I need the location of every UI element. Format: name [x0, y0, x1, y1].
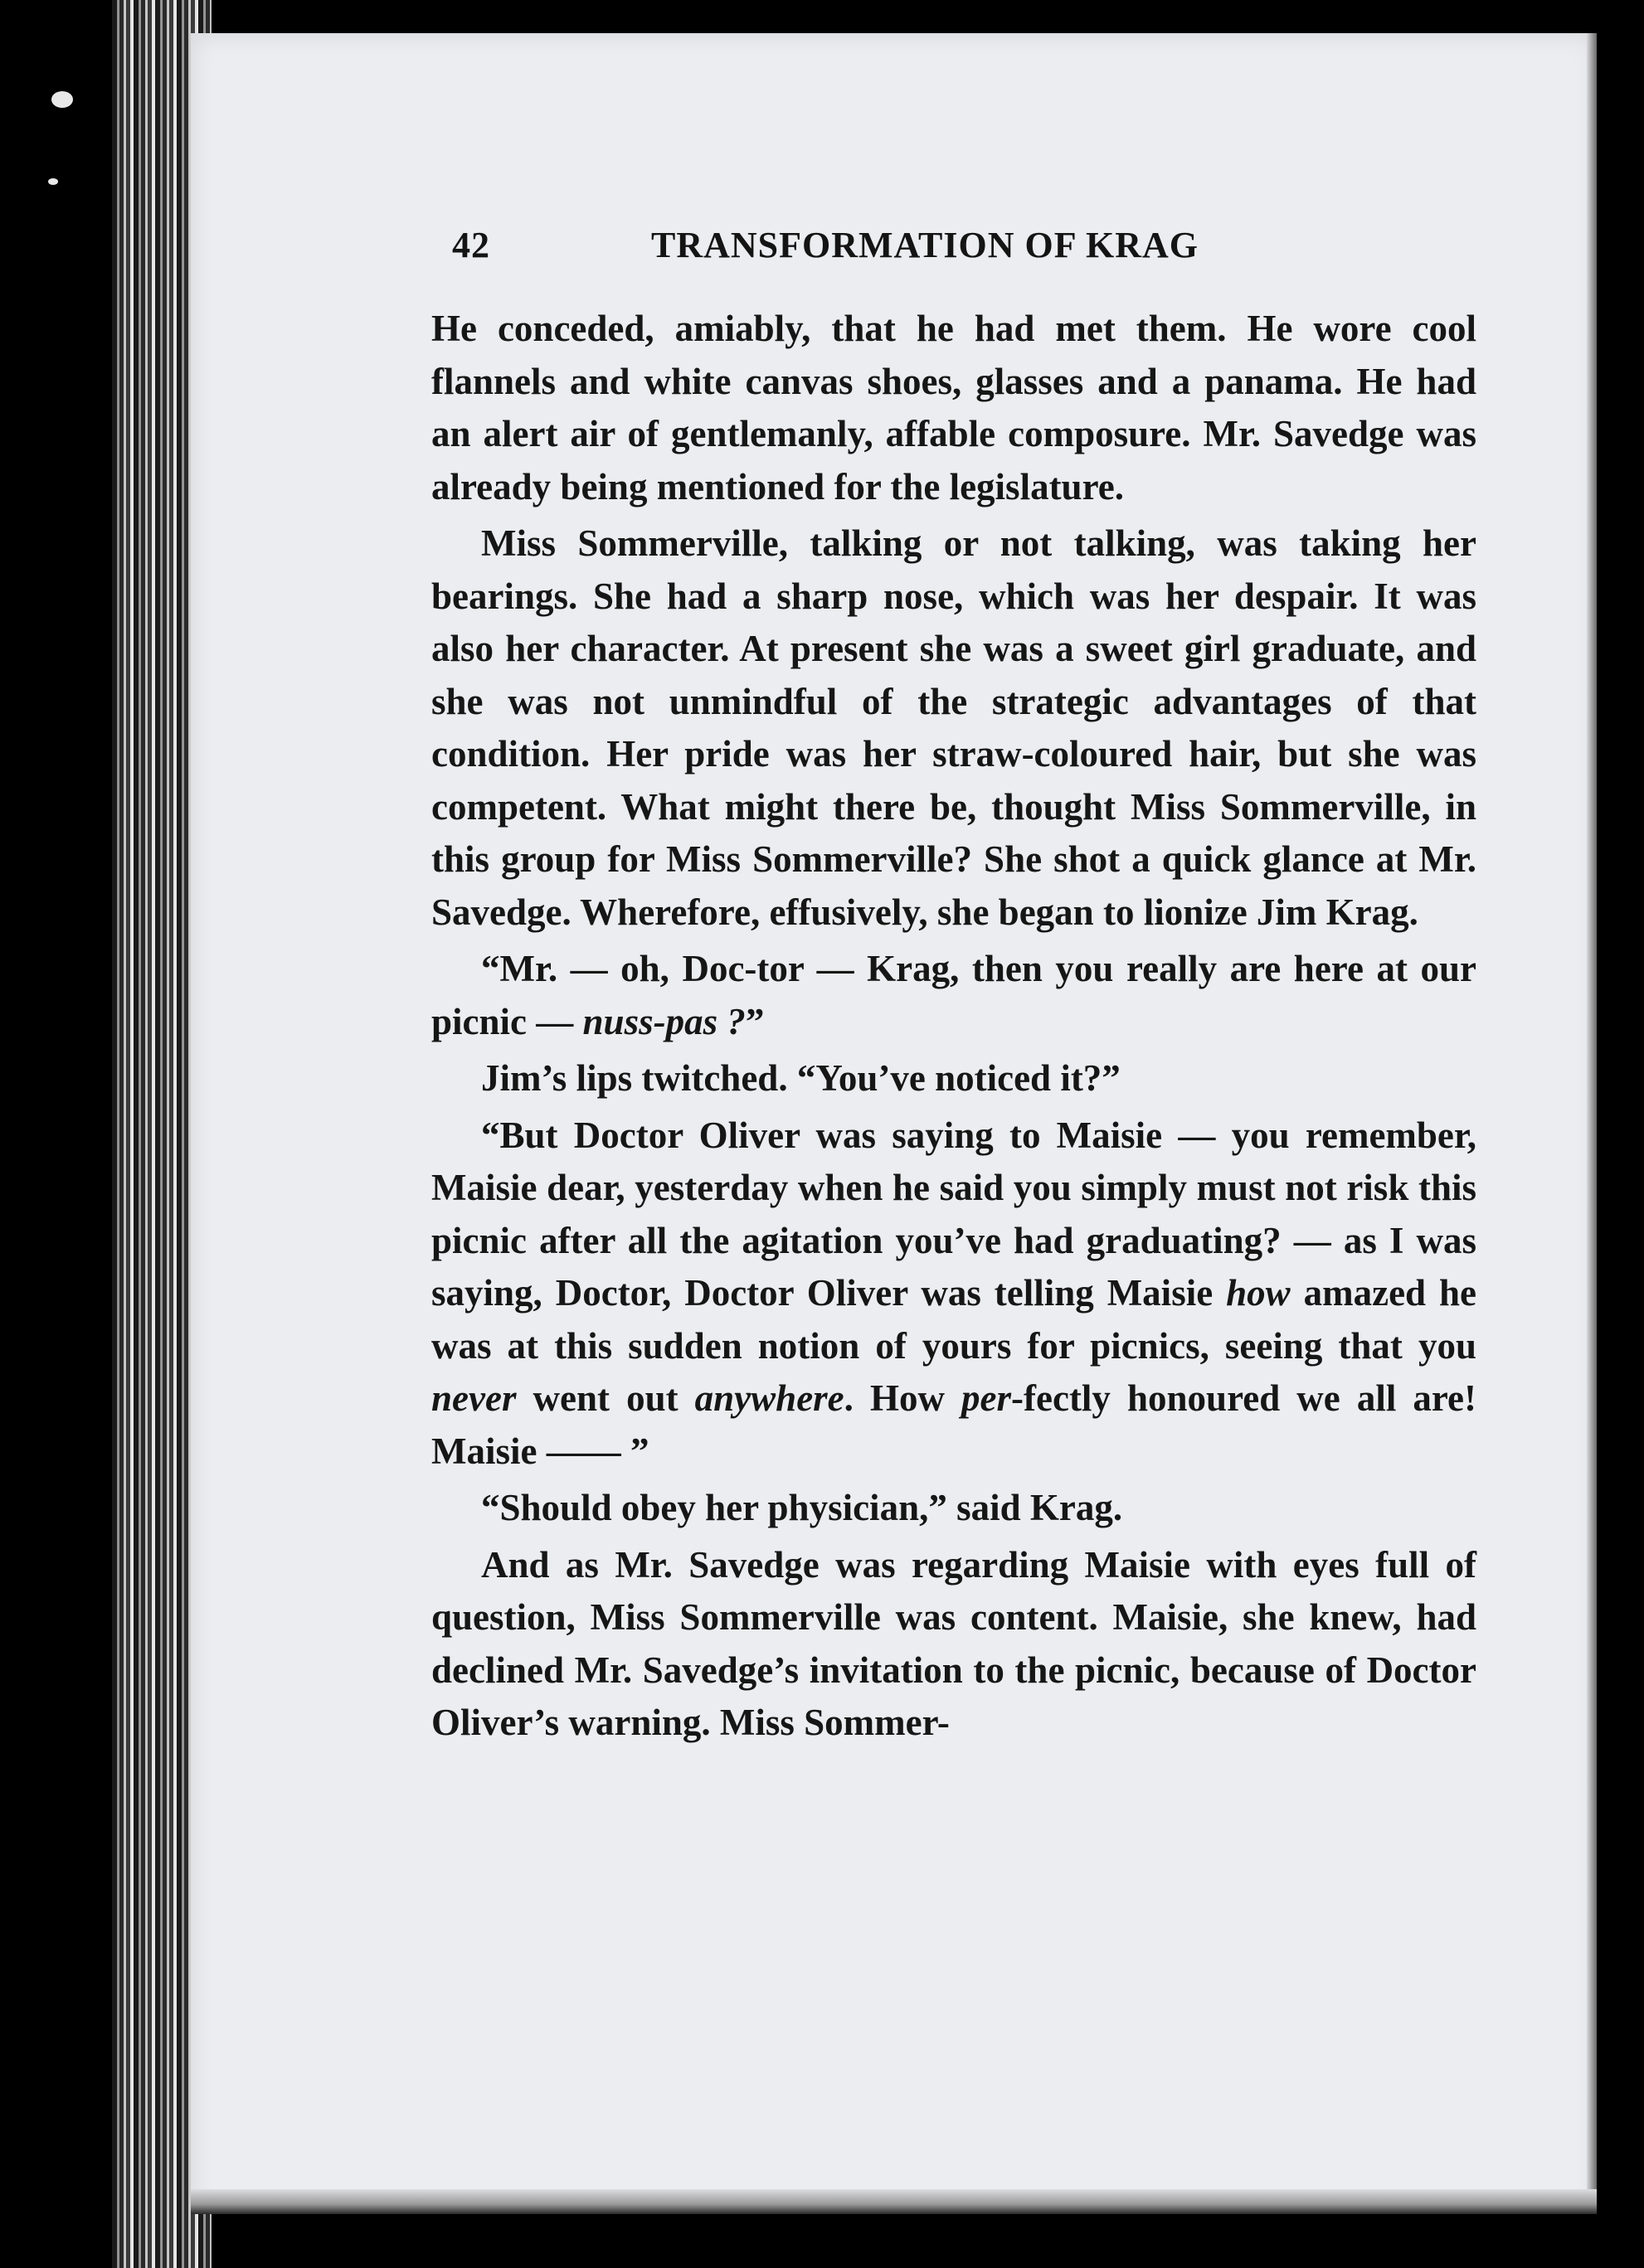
text-run: ” [745, 1000, 765, 1042]
text-run: “Should obey her physician,” said Krag. [481, 1487, 1123, 1528]
text-run: amazed he was at this sudden notion of yours for picnics, seeing that you [431, 1272, 1477, 1367]
dust-speck [51, 91, 73, 108]
text-run: went out [516, 1377, 695, 1419]
italic-text: anywhere [694, 1377, 844, 1419]
paragraph [431, 517, 1476, 939]
paragraph [431, 943, 1476, 1048]
text-run: And as Mr. Savedge was regarding Maisie with eyes full of question, Miss Sommerville was content. Maisie, she knew, had declined Mr. Savedge’s invitation to the picnic, because of Doctor Oliver’s warning. Miss Sommer- [431, 1543, 1476, 1743]
page-number: 42 [452, 225, 490, 265]
italic-text: how [1226, 1272, 1291, 1314]
paragraph [431, 1110, 1476, 1479]
text-run: . How [844, 1377, 962, 1419]
page-bottom-edge [191, 2189, 1597, 2214]
dust-speck [48, 178, 58, 185]
paragraph [431, 1482, 1476, 1535]
text-run: Miss Sommerville, talking or not talking, was taking her bearings. She had a sharp nose, which was her despair. It was also her character. At present she was a sweet girl graduate, and she was not unmindful of the strategic advantages of that condition. Her pride was her straw-coloured hair, but she was competent. What might there be, thought Miss Sommerville, in this group for Miss Sommerville? She shot a quick glance at Mr. Savedge. Wherefore, effusively, she began to lionize Jim Krag. [431, 522, 1476, 933]
running-head: TRANSFORMATION OF KRAG [651, 225, 1199, 265]
italic-text: never [431, 1377, 517, 1419]
page-header [452, 224, 1298, 282]
text-run: “But Doctor Oliver was saying to Maisie — you remember, Maisie dear, yesterday when he said you simply must not risk this picnic after all the agitation you’ve had graduating? — as I was saying, Doctor, Doctor Oliver was telling Maisie [431, 1114, 1476, 1314]
paragraph [431, 303, 1476, 513]
italic-text: per [961, 1377, 1012, 1419]
body-text [431, 303, 1476, 1750]
italic-text: nuss-pas ? [582, 1000, 746, 1042]
text-run: Jim’s lips twitched. “You’ve noticed it?” [481, 1057, 1121, 1099]
page-right-edge [1587, 33, 1597, 2214]
text-run: -fectly honoured we all are! Maisie —— ” [431, 1377, 1477, 1472]
text-run: He conceded, amiably, that he had met them. He wore cool flannels and white canvas shoes, glasses and a panama. He had an alert air of gentlemanly, affable composure. Mr. Savedge was already being mentioned for the legislature. [431, 308, 1476, 508]
paragraph [431, 1052, 1476, 1105]
paragraph [431, 1539, 1476, 1750]
text-run: “Mr. — oh, Doc-tor — Krag, then you really are here at our picnic — [431, 948, 1476, 1042]
